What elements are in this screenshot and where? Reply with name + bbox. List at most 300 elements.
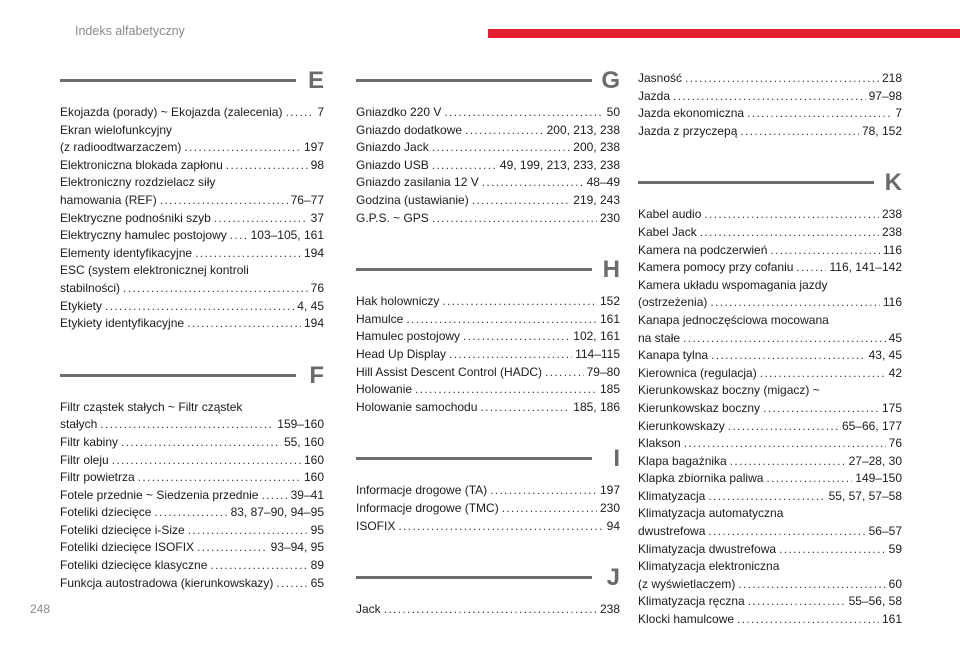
entry-line bbox=[638, 259, 902, 277]
index-entry bbox=[638, 611, 902, 629]
dot-leader bbox=[184, 139, 301, 157]
entry-pages: 149–150 bbox=[855, 471, 902, 486]
entry-line bbox=[60, 210, 324, 228]
entry-text: Gniazdo USB bbox=[356, 157, 429, 172]
dot-leader bbox=[285, 104, 314, 122]
entry-line bbox=[60, 522, 324, 540]
entry-line bbox=[638, 294, 902, 312]
entry-pages: 185, 186 bbox=[573, 399, 620, 414]
entry-text: (ostrzeżenia) bbox=[638, 295, 708, 310]
dot-leader bbox=[770, 242, 879, 260]
section-rule bbox=[356, 457, 592, 460]
section-rule bbox=[356, 268, 592, 271]
entry-line bbox=[356, 346, 620, 364]
dot-leader bbox=[683, 330, 886, 348]
entry-text-first-line: Klimatyzacja automatyczna bbox=[638, 506, 784, 521]
entry-line bbox=[60, 575, 324, 593]
entry-text: Klapa bagażnika bbox=[638, 453, 727, 468]
entry-text: Head Up Display bbox=[356, 346, 447, 361]
entry-text: Klimatyzacja dwustrefowa bbox=[638, 541, 777, 556]
index-section-g bbox=[356, 67, 620, 227]
entry-pages: 116, 141–142 bbox=[829, 260, 902, 275]
index-entry bbox=[356, 311, 620, 329]
entry-pages: 200, 213, 238 bbox=[546, 122, 620, 137]
entry-text: Hill Assist Descent Control (HADC) bbox=[356, 364, 543, 379]
index-entry bbox=[638, 123, 902, 141]
entry-pages: 76–77 bbox=[290, 192, 324, 207]
entry-text: Etykiety identyfikacyjne bbox=[60, 316, 185, 331]
index-entry bbox=[356, 139, 620, 157]
dot-leader bbox=[685, 70, 879, 88]
entry-pages: 43, 45 bbox=[868, 348, 902, 363]
entry-text-first-line: ESC (system elektronicznej kontroli bbox=[60, 263, 249, 278]
index-section-f bbox=[60, 361, 324, 593]
entry-pages: 194 bbox=[303, 316, 324, 331]
entry-line bbox=[356, 104, 620, 122]
entry-line bbox=[356, 518, 620, 536]
entry-pages: 197 bbox=[599, 483, 620, 498]
index-entry bbox=[356, 518, 620, 536]
entry-pages: 94 bbox=[606, 518, 620, 533]
index-entry bbox=[638, 206, 902, 224]
index-entry bbox=[60, 522, 324, 540]
entry-line bbox=[638, 224, 902, 242]
entry-text: Klimatyzacja ręczna bbox=[638, 594, 745, 609]
entry-text: (z radioodtwarzaczem) bbox=[60, 140, 182, 155]
entry-pages: 55, 57, 57–58 bbox=[828, 488, 902, 503]
index-entry bbox=[356, 381, 620, 399]
index-entry bbox=[356, 157, 620, 175]
dot-leader bbox=[187, 315, 301, 333]
entry-pages: 60 bbox=[888, 576, 902, 591]
entry-line bbox=[638, 400, 902, 418]
entry-text-first-line: Kamera układu wspomagania jazdy bbox=[638, 277, 828, 292]
index-entry bbox=[356, 122, 620, 140]
dot-leader bbox=[226, 157, 308, 175]
entry-text: dwustrefowa bbox=[638, 524, 706, 539]
index-entry bbox=[60, 245, 324, 263]
index-entry bbox=[60, 504, 324, 522]
entry-text-first-line: Klimatyzacja elektroniczna bbox=[638, 559, 780, 574]
dot-leader bbox=[796, 259, 826, 277]
index-entry bbox=[60, 298, 324, 316]
dot-leader bbox=[442, 293, 597, 311]
entry-pages: 89 bbox=[310, 558, 324, 573]
entry-line bbox=[638, 541, 902, 559]
dot-leader bbox=[100, 416, 274, 434]
index-entry bbox=[356, 601, 620, 619]
entry-line bbox=[638, 453, 902, 471]
entry-line bbox=[60, 452, 324, 470]
entry-line bbox=[356, 293, 620, 311]
entry-line bbox=[60, 434, 324, 452]
entry-text: Hamulce bbox=[356, 311, 404, 326]
entry-line bbox=[356, 139, 620, 157]
section-letter: F bbox=[309, 361, 324, 389]
dot-leader bbox=[502, 500, 597, 518]
index-entry bbox=[60, 469, 324, 487]
index-entry bbox=[60, 452, 324, 470]
entry-text: Jack bbox=[356, 602, 381, 617]
index-entry bbox=[60, 174, 324, 209]
entry-pages: 37 bbox=[310, 210, 324, 225]
index-entry bbox=[60, 399, 324, 434]
section-heading bbox=[356, 256, 620, 293]
index-entry bbox=[638, 105, 902, 123]
entry-pages: 238 bbox=[881, 224, 902, 239]
index-entry bbox=[638, 382, 902, 417]
entry-text: Kamera pomocy przy cofaniu bbox=[638, 260, 794, 275]
section-rule bbox=[356, 79, 592, 82]
entry-text: Elektryczne podnośniki szyb bbox=[60, 210, 211, 225]
entry-text: Filtr kabiny bbox=[60, 434, 119, 449]
dot-leader bbox=[432, 157, 497, 175]
entry-line bbox=[60, 487, 324, 505]
entry-line bbox=[356, 192, 620, 210]
running-header-title: Indeks alfabetyczny bbox=[75, 24, 185, 38]
entry-pages: 78, 152 bbox=[861, 123, 902, 138]
entry-text: Godzina (ustawianie) bbox=[356, 192, 469, 207]
entry-line bbox=[356, 399, 620, 417]
index-entry bbox=[638, 505, 902, 540]
entry-text-first-line: Filtr cząstek stałych ~ Filtr cząstek bbox=[60, 399, 243, 414]
entry-line bbox=[638, 576, 902, 594]
entry-text: Kierunkowskaz boczny bbox=[638, 400, 761, 415]
entry-text: Jazda bbox=[638, 88, 671, 103]
index-column-2 bbox=[356, 67, 620, 651]
entry-pages: 102, 161 bbox=[573, 329, 620, 344]
index-entry bbox=[638, 488, 902, 506]
entry-pages: 76 bbox=[310, 280, 324, 295]
index-entry bbox=[638, 365, 902, 383]
dot-leader bbox=[730, 453, 846, 471]
dot-leader bbox=[432, 210, 597, 228]
index-entry bbox=[356, 104, 620, 122]
entry-pages: 48–49 bbox=[586, 175, 620, 190]
index-entry bbox=[356, 364, 620, 382]
dot-leader bbox=[708, 523, 865, 541]
index-entry bbox=[638, 259, 902, 277]
index-section-e bbox=[60, 67, 324, 333]
section-letter: K bbox=[884, 169, 902, 197]
entry-pages: 49, 199, 213, 233, 238 bbox=[499, 157, 620, 172]
entry-pages: 161 bbox=[599, 311, 620, 326]
dot-leader bbox=[384, 601, 597, 619]
dot-leader bbox=[195, 245, 301, 263]
entry-line bbox=[638, 242, 902, 260]
entry-pages: 197 bbox=[303, 140, 324, 155]
entry-line bbox=[356, 328, 620, 346]
entry-text: Klakson bbox=[638, 436, 681, 451]
entry-pages: 116 bbox=[882, 242, 902, 257]
dot-leader bbox=[700, 224, 879, 242]
entry-pages: 55, 160 bbox=[283, 434, 324, 449]
index-column-3 bbox=[638, 70, 902, 661]
index-entry bbox=[638, 224, 902, 242]
entry-line bbox=[60, 315, 324, 333]
section-heading bbox=[356, 445, 620, 482]
entry-text: Klapka zbiornika paliwa bbox=[638, 471, 764, 486]
entry-line bbox=[638, 347, 902, 365]
index-entry bbox=[356, 482, 620, 500]
index-entry bbox=[638, 470, 902, 488]
dot-leader bbox=[463, 328, 570, 346]
entry-text: Hamulec postojowy bbox=[356, 329, 461, 344]
header-accent-bar bbox=[488, 29, 960, 38]
section-heading bbox=[638, 169, 902, 206]
index-section-i bbox=[356, 445, 620, 535]
section-rule bbox=[356, 576, 592, 579]
entry-text: na stałe bbox=[638, 330, 681, 345]
index-entry bbox=[638, 277, 902, 312]
dot-leader bbox=[711, 347, 866, 365]
dot-leader bbox=[710, 294, 880, 312]
dot-leader bbox=[465, 122, 544, 140]
entry-text: ISOFIX bbox=[356, 518, 396, 533]
index-entry bbox=[60, 227, 324, 245]
entry-text: Jazda z przyczepą bbox=[638, 123, 738, 138]
entry-line bbox=[356, 210, 620, 228]
entry-text: Gniazdo Jack bbox=[356, 140, 429, 155]
entry-pages: 76 bbox=[888, 436, 902, 451]
entry-line bbox=[60, 416, 324, 434]
dot-leader bbox=[472, 192, 571, 210]
index-entry bbox=[60, 557, 324, 575]
entry-text: Foteliki dziecięce ISOFIX bbox=[60, 540, 195, 555]
index-section-j bbox=[356, 564, 620, 619]
entry-line bbox=[60, 469, 324, 487]
entry-line bbox=[356, 500, 620, 518]
entry-text: Gniazdo zasilania 12 V bbox=[356, 175, 479, 190]
index-entry bbox=[356, 192, 620, 210]
entry-text: Kabel Jack bbox=[638, 224, 697, 239]
index-entry bbox=[356, 346, 620, 364]
entry-line bbox=[638, 611, 902, 629]
entry-text-first-line: Ekran wielofunkcyjny bbox=[60, 122, 173, 137]
dot-leader bbox=[415, 381, 597, 399]
entry-text: Klocki hamulcowe bbox=[638, 612, 735, 627]
section-heading bbox=[60, 67, 324, 104]
index-entry bbox=[638, 70, 902, 88]
index-entry bbox=[60, 315, 324, 333]
index-entry bbox=[60, 104, 324, 122]
entry-text: Foteliki dziecięce bbox=[60, 505, 152, 520]
index-entry bbox=[638, 541, 902, 559]
dot-leader bbox=[112, 452, 301, 470]
dot-leader bbox=[490, 482, 597, 500]
index-entry bbox=[356, 174, 620, 192]
dot-leader bbox=[154, 504, 227, 522]
entry-line bbox=[60, 192, 324, 210]
index-entry bbox=[60, 262, 324, 297]
entry-pages: 219, 243 bbox=[573, 192, 620, 207]
entry-pages: 27–28, 30 bbox=[848, 453, 902, 468]
entry-pages: 79–80 bbox=[586, 364, 620, 379]
entry-text: Kabel audio bbox=[638, 207, 702, 222]
index-section-continued bbox=[638, 70, 902, 140]
entry-pages: 159–160 bbox=[277, 417, 324, 432]
index-entry bbox=[638, 453, 902, 471]
entry-text-first-line: Kierunkowskaz boczny (migacz) ~ bbox=[638, 383, 820, 398]
index-entry bbox=[638, 558, 902, 593]
entry-line bbox=[356, 174, 620, 192]
entry-pages: 103–105, 161 bbox=[250, 228, 324, 243]
dot-leader bbox=[748, 593, 846, 611]
dot-leader bbox=[444, 104, 603, 122]
entry-line bbox=[638, 488, 902, 506]
entry-text: Kamera na podczerwień bbox=[638, 242, 768, 257]
entry-line bbox=[638, 330, 902, 348]
entry-pages: 200, 238 bbox=[573, 140, 620, 155]
entry-line bbox=[60, 227, 324, 245]
entry-text-first-line: Kanapa jednoczęściowa mocowana bbox=[638, 312, 829, 327]
index-entry bbox=[60, 487, 324, 505]
entry-pages: 238 bbox=[881, 207, 902, 222]
entry-pages: 50 bbox=[606, 105, 620, 119]
entry-pages: 114–115 bbox=[575, 346, 620, 361]
entry-pages: 55–56, 58 bbox=[848, 594, 902, 609]
entry-line bbox=[356, 122, 620, 140]
entry-pages: 194 bbox=[303, 245, 324, 260]
index-entry bbox=[60, 539, 324, 557]
page-number: 248 bbox=[30, 602, 51, 616]
section-letter: H bbox=[602, 256, 620, 284]
entry-text: Informacje drogowe (TA) bbox=[356, 483, 488, 498]
dot-leader bbox=[449, 346, 572, 364]
index-entry bbox=[356, 328, 620, 346]
entry-text: Filtr powietrza bbox=[60, 470, 135, 485]
entry-text: Holowanie samochodu bbox=[356, 399, 478, 414]
entry-pages: 160 bbox=[303, 470, 324, 485]
dot-leader bbox=[738, 576, 885, 594]
entry-line bbox=[638, 105, 902, 123]
entry-pages: 56–57 bbox=[868, 524, 902, 539]
entry-line bbox=[356, 381, 620, 399]
index-entry bbox=[638, 418, 902, 436]
section-letter: I bbox=[613, 445, 620, 473]
section-rule bbox=[638, 181, 874, 184]
dot-leader bbox=[779, 541, 886, 559]
dot-leader bbox=[747, 105, 892, 123]
section-heading bbox=[356, 564, 620, 601]
entry-text: Etykiety bbox=[60, 298, 103, 313]
entry-pages: 218 bbox=[881, 71, 902, 85]
entry-text: Informacje drogowe (TMC) bbox=[356, 500, 499, 515]
dot-leader bbox=[197, 539, 268, 557]
index-entry bbox=[60, 122, 324, 157]
entry-pages: 160 bbox=[303, 452, 324, 467]
index-entry bbox=[638, 593, 902, 611]
dot-leader bbox=[230, 227, 248, 245]
dot-leader bbox=[188, 522, 308, 540]
entry-text: Ekojazda (porady) ~ Ekojazda (zalecenia) bbox=[60, 105, 283, 119]
entry-line bbox=[356, 601, 620, 619]
entry-text: Hak holowniczy bbox=[356, 294, 440, 309]
entry-text: Elementy identyfikacyjne bbox=[60, 245, 193, 260]
entry-text: Foteliki dziecięce klasyczne bbox=[60, 558, 208, 573]
dot-leader bbox=[737, 611, 879, 629]
entry-line bbox=[60, 280, 324, 298]
index-entry bbox=[638, 347, 902, 365]
entry-pages: 45 bbox=[888, 330, 902, 345]
dot-leader bbox=[684, 435, 886, 453]
entry-pages: 4, 45 bbox=[297, 298, 324, 313]
entry-text: Kanapa tylna bbox=[638, 348, 709, 363]
dot-leader bbox=[766, 470, 852, 488]
entry-pages: 97–98 bbox=[868, 88, 902, 103]
entry-pages: 152 bbox=[599, 294, 620, 309]
section-letter: G bbox=[601, 67, 620, 94]
index-entry bbox=[356, 210, 620, 228]
entry-line bbox=[356, 364, 620, 382]
index-entry bbox=[638, 312, 902, 347]
dot-leader bbox=[123, 280, 308, 298]
dot-leader bbox=[545, 364, 584, 382]
entry-text: Gniazdo dodatkowe bbox=[356, 122, 463, 137]
index-entry bbox=[60, 157, 324, 175]
index-entry bbox=[638, 88, 902, 106]
index-column-1 bbox=[60, 67, 324, 624]
index-entry bbox=[60, 434, 324, 452]
index-entry bbox=[356, 500, 620, 518]
entry-line bbox=[60, 139, 324, 157]
dot-leader bbox=[480, 399, 570, 417]
section-letter: J bbox=[606, 564, 620, 592]
dot-leader bbox=[276, 575, 307, 593]
dot-leader bbox=[398, 518, 603, 536]
entry-line bbox=[638, 435, 902, 453]
entry-line bbox=[638, 365, 902, 383]
section-heading bbox=[356, 67, 620, 104]
entry-line bbox=[356, 482, 620, 500]
entry-line bbox=[60, 104, 324, 122]
index-entry bbox=[638, 435, 902, 453]
entry-text: Elektroniczna blokada zapłonu bbox=[60, 157, 223, 172]
entry-pages: 116 bbox=[882, 295, 902, 310]
dot-leader bbox=[763, 400, 879, 418]
entry-text: (z wyświetlaczem) bbox=[638, 576, 736, 591]
index-entry bbox=[356, 293, 620, 311]
section-rule bbox=[60, 374, 296, 377]
entry-pages: 7 bbox=[317, 105, 324, 119]
entry-line bbox=[60, 539, 324, 557]
entry-pages: 83, 87–90, 94–95 bbox=[230, 505, 324, 520]
entry-line bbox=[356, 311, 620, 329]
entry-pages: 42 bbox=[888, 365, 902, 380]
entry-line bbox=[638, 88, 902, 106]
index-entry bbox=[60, 575, 324, 593]
dot-leader bbox=[432, 139, 571, 157]
dot-leader bbox=[210, 557, 307, 575]
dot-leader bbox=[105, 298, 294, 316]
entry-pages: 161 bbox=[881, 612, 902, 627]
entry-text-first-line: Elektroniczny rozdzielacz siły bbox=[60, 175, 216, 190]
entry-line bbox=[638, 523, 902, 541]
entry-pages: 175 bbox=[881, 400, 902, 415]
entry-pages: 39–41 bbox=[290, 487, 324, 502]
entry-pages: 98 bbox=[310, 157, 324, 172]
entry-line bbox=[638, 418, 902, 436]
entry-pages: 230 bbox=[599, 210, 620, 225]
entry-line bbox=[638, 593, 902, 611]
dot-leader bbox=[160, 192, 288, 210]
entry-line bbox=[60, 298, 324, 316]
section-letter: E bbox=[307, 67, 324, 94]
entry-text: stabilności) bbox=[60, 280, 121, 295]
entry-line bbox=[638, 206, 902, 224]
entry-pages: 7 bbox=[895, 106, 902, 121]
entry-text: Elektryczny hamulec postojowy bbox=[60, 228, 227, 243]
